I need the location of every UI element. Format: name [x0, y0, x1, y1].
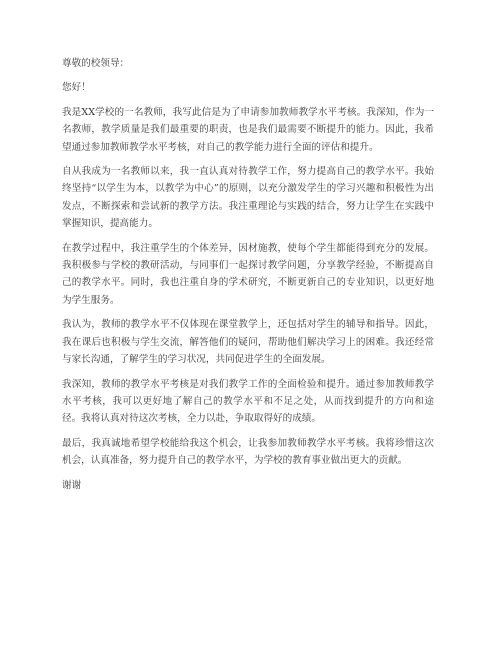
letter-body: [62, 55, 434, 494]
letter-paragraph-4: 我认为，教师的教学水平不仅体现在课堂教学上，还包括对学生的辅导和指导。因此，我在课后也积极与学生交流，解答他们的疑问，帮助他们解决学习上的困难。我还经常与家长沟通，了解学生的学习状况，共同促进学生的全面发展。: [62, 319, 434, 366]
letter-paragraph-2: 自从我成为一名教师以来，我一直认真对待教学工作，努力提高自己的教学水平。我始终坚持“以学生为本，以教学为中心”的原则，以充分激发学生的学习兴趣和积极性为出发点，不断探索和尝试新的教学方法。我注重理论与实践的结合，努力让学生在实践中掌握知识，提高能力。: [62, 166, 434, 230]
letter-salutation: 尊敬的校领导：: [62, 58, 130, 69]
letter-paragraph-5: 我深知，教师的教学水平考核是对我们教学工作的全面检验和提升。通过参加教师教学水平考核，我可以更好地了解自己的教学水平和不足之处，从而找到提升的方向和途径。我将认真对待这次考核，全力以赴，争取取得好的成绩。: [62, 378, 434, 425]
letter-closing: 谢谢: [62, 479, 82, 491]
letter-paragraph-6: 最后，我真诚地希望学校能给我这个机会，让我参加教师教学水平考核。我将珍惜这次机会，认真准备，努力提升自己的教学水平，为学校的教育事业做出更大的贡献。: [62, 437, 434, 467]
letter-greeting: 您好！: [62, 82, 91, 94]
letter-paragraph-3: 在教学过程中，我注重学生的个体差异，因材施教，使每个学生都能得到充分的发展。我积极参与学校的教研活动，与同事们一起探讨教学问题，分享教学经验，不断提高自己的教学水平。同时，我也注重自身的学术研究，不断更新自己的专业知识，以更好地为学生服务。: [62, 242, 434, 306]
letter-paragraph-1: 我是XX学校的一名教师，我写此信是为了申请参加教师教学水平考核。我深知，作为一名教师，教学质量是我们最重要的职责，也是我们最需要不断提升的能力。因此，我希望通过参加教师教学水平考核，对自己的教学能力进行全面的评估和提升。: [62, 106, 434, 153]
